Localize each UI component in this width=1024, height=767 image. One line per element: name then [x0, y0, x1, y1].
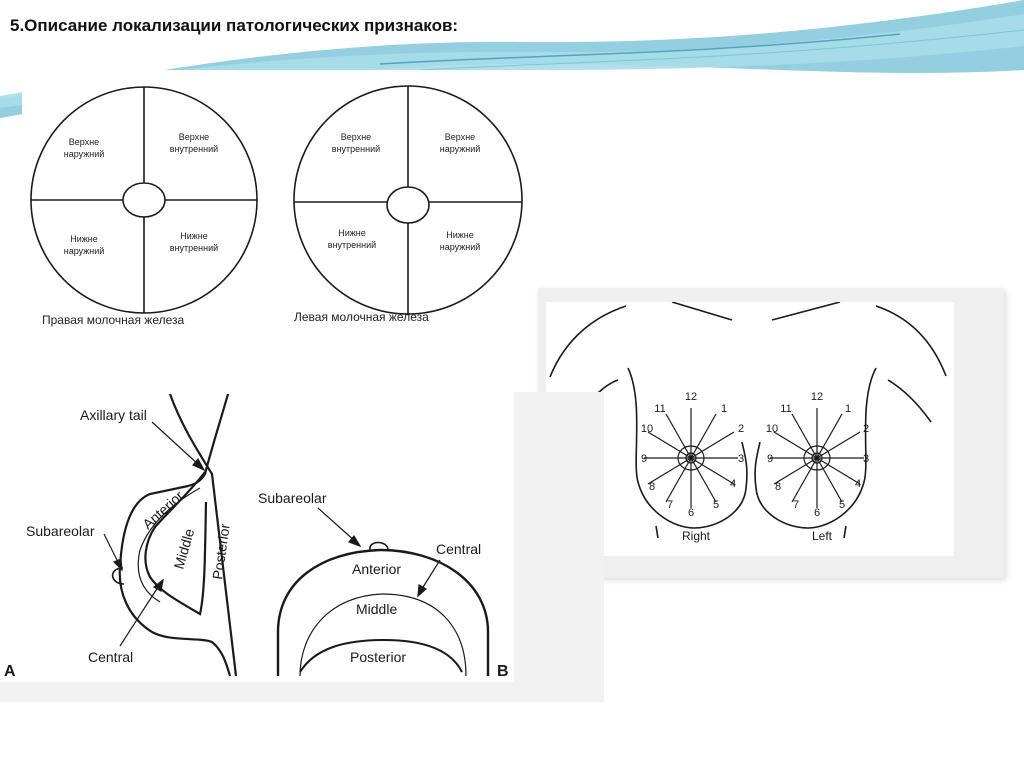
right-hour-12: 12	[684, 391, 698, 403]
right-lower-inner-label-1: Нижне	[180, 231, 208, 241]
quadrant-panel	[22, 70, 538, 345]
right-lower-outer-label-1: Нижне	[70, 234, 98, 244]
left-hour-12: 12	[810, 391, 824, 403]
clock-diagram	[546, 302, 954, 556]
left-hour-8: 8	[774, 481, 782, 493]
diagram-b-arrows	[318, 508, 440, 596]
left-clock-face	[770, 408, 864, 508]
left-side-label: Left	[811, 529, 833, 543]
left-lower-inner-label-2: внутренний	[327, 240, 377, 250]
left-upper-outer-label-2: наружний	[439, 144, 481, 154]
right-lower-outer-label-2: наружний	[63, 246, 105, 256]
right-hour-8: 8	[648, 481, 656, 493]
left-hour-11: 11	[780, 403, 792, 415]
clock-panel-inner	[546, 302, 954, 556]
left-hour-10: 10	[765, 423, 779, 435]
central-a-label: Central	[88, 649, 134, 665]
subareolar-a-label: Subareolar	[26, 523, 95, 539]
right-upper-inner-label-2: внутренний	[169, 144, 219, 154]
right-clock-face	[644, 408, 738, 508]
right-hour-4: 4	[729, 478, 737, 490]
left-hour-5: 5	[838, 499, 846, 511]
left-hour-1: 1	[844, 403, 852, 415]
panel-b-letter: B	[497, 663, 509, 680]
middle-a-label: Middle	[170, 526, 198, 571]
right-breast-quadrants	[31, 87, 257, 313]
posterior-a-label: Posterior	[209, 522, 233, 581]
depth-diagram	[0, 392, 514, 682]
right-side-label: Right	[681, 529, 711, 543]
right-hour-6: 6	[687, 507, 695, 519]
right-upper-outer-label-2: наружний	[63, 149, 105, 159]
middle-b-label: Middle	[356, 601, 398, 617]
central-b-label: Central	[436, 541, 482, 557]
left-upper-inner-label-2: внутренний	[331, 144, 381, 154]
right-upper-inner-label-1: Верхне	[178, 132, 210, 142]
torso-outline	[550, 302, 946, 538]
left-upper-inner-label-1: Верхне	[340, 132, 372, 142]
left-hour-7: 7	[792, 499, 800, 511]
left-hour-9: 9	[766, 453, 774, 465]
left-hour-2: 2	[862, 423, 870, 435]
panel-a-letter: A	[4, 663, 16, 680]
right-hour-7: 7	[666, 499, 674, 511]
anterior-b-label: Anterior	[352, 561, 402, 577]
clock-panel	[538, 288, 1004, 578]
right-hour-5: 5	[712, 499, 720, 511]
posterior-b-label: Posterior	[350, 649, 407, 665]
right-lower-inner-label-2: внутренний	[169, 243, 219, 253]
subareolar-b-label: Subareolar	[258, 490, 327, 506]
axillary-tail-label: Axillary tail	[80, 407, 147, 423]
left-upper-outer-label-1: Верхне	[444, 132, 476, 142]
left-lower-inner-label-1: Нижне	[338, 228, 366, 238]
right-hour-2: 2	[737, 423, 745, 435]
right-hour-3: 3	[737, 453, 745, 465]
left-breast-quadrants	[294, 86, 522, 314]
right-hour-10: 10	[640, 423, 654, 435]
quadrant-diagram	[22, 70, 538, 345]
right-breast-caption: Правая молочная железа	[42, 313, 185, 327]
left-lower-outer-label-2: наружний	[439, 242, 481, 252]
right-hour-1: 1	[720, 403, 728, 415]
right-upper-outer-label-1: Верхне	[68, 137, 100, 147]
right-hour-11: 11	[654, 403, 666, 415]
right-hour-9: 9	[640, 453, 648, 465]
left-breast-caption: Левая молочная железа	[294, 310, 429, 324]
left-hour-4: 4	[854, 478, 862, 490]
left-hour-6: 6	[813, 507, 821, 519]
anterior-a-label: Anterior	[139, 487, 187, 533]
left-lower-outer-label-1: Нижне	[446, 230, 474, 240]
slide-title: 5.Описание локализации патологических признаков:	[10, 16, 459, 35]
depth-panel	[0, 392, 604, 702]
left-hour-3: 3	[862, 453, 870, 465]
depth-panel-inner	[0, 392, 514, 682]
